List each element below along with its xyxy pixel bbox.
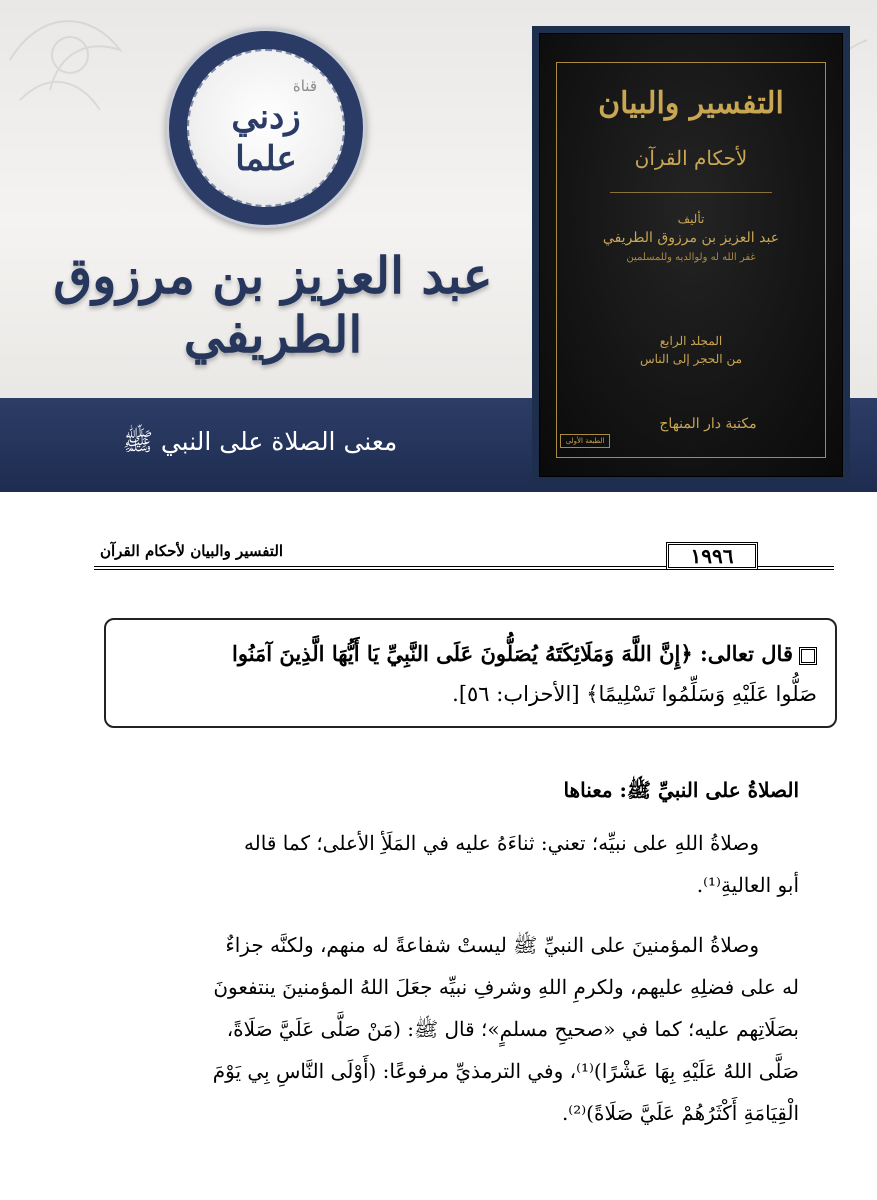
book-publisher: مكتبة دار المنهاج xyxy=(659,416,757,432)
paragraph xyxy=(70,924,799,1134)
channel-logo xyxy=(166,28,366,228)
paragraph xyxy=(70,822,799,906)
paragraph-line: بصَلَاتِهم عليه؛ كما في «صحيحِ مسلمٍ»؛ قال ﷺ: (مَنْ صَلَّى عَلَيَّ صَلَاةً، xyxy=(226,1017,799,1041)
channel-logo-inner xyxy=(187,49,345,207)
book-author: عبد العزيز بن مرزوق الطريفي xyxy=(602,230,780,246)
paragraph-line: أبو العاليةِ⁽¹⁾. xyxy=(696,873,799,897)
page-number: ١٩٩٦ xyxy=(666,542,758,570)
book-divider xyxy=(610,192,772,193)
paragraph-line: وصلاةُ المؤمنينَ على النبيِّ ﷺ ليستْ شفاعةً له منهم، ولكنَّه جزاءٌ xyxy=(225,933,759,957)
paragraph-line: وصلاةُ اللهِ على نبيِّه؛ تعني: ثناءَهُ عليه في المَلَأِ الأعلى؛ كما قاله xyxy=(243,831,759,855)
topic-title: معنى الصلاة على النبي ﷺ xyxy=(122,427,398,456)
channel-name-line1: زدني xyxy=(231,97,301,137)
verse-line xyxy=(124,634,817,674)
arabesque-ornament-icon xyxy=(0,0,150,120)
channel-label: قناة xyxy=(292,77,317,95)
book-volume-range: من الحجر إلى الناس xyxy=(639,352,743,366)
verse-marker-icon xyxy=(799,647,817,665)
running-head-title: التفسير والبيان لأحكام القرآن xyxy=(94,542,394,560)
quran-verse-box xyxy=(104,618,837,728)
section-heading: الصلاةُ على النبيِّ ﷺ: معناها xyxy=(563,778,799,802)
book-title: التفسير والبيان xyxy=(598,86,784,121)
book-cover xyxy=(532,26,850,484)
paragraph-line: الْقِيَامَةِ أَكْثَرُهُمْ عَلَيَّ صَلَاةً)⁽²⁾. xyxy=(561,1101,799,1125)
book-volume: المجلد الرابع xyxy=(659,334,723,348)
book-edition: الطبعة الأولى xyxy=(560,434,610,448)
book-cover-face xyxy=(539,33,843,477)
banner xyxy=(0,0,877,492)
book-page xyxy=(0,492,877,1200)
verse-line1: قال تعالى: ﴿إِنَّ اللَّهَ وَمَلَائِكَتَهُ يُصَلُّونَ عَلَى النَّبِيِّ يَا أَيُّهَا الَّذِينَ آمَنُوا xyxy=(232,641,793,666)
channel-name-line2: علما xyxy=(235,139,297,179)
paragraph-line: له على فضلِهِ عليهم، ولكرمِ اللهِ وشرفِ نبيِّه جعَلَ اللهُ المؤمنينَ ينتفعونَ xyxy=(213,975,799,999)
author-name-calligraphy: عبد العزيز بن مرزوق الطريفي xyxy=(53,246,493,364)
book-subtitle: لأحكام القرآن xyxy=(634,146,748,170)
paragraph-line: صَلَّى اللهُ عَلَيْهِ بِهَا عَشْرًا)⁽¹⁾، وفي الترمذيِّ مرفوعًا: (أَوْلَى النَّاسِ بِي يَوْمَ xyxy=(212,1059,799,1083)
book-authored-by: تأليف xyxy=(677,212,705,226)
verse-line2: صَلُّوا عَلَيْهِ وَسَلِّمُوا تَسْلِيمًا﴾ [الأحزاب: ٥٦]. xyxy=(452,682,817,706)
book-author-note: غفر الله له ولوالديه وللمسلمين xyxy=(626,252,756,263)
running-head xyxy=(94,542,834,572)
